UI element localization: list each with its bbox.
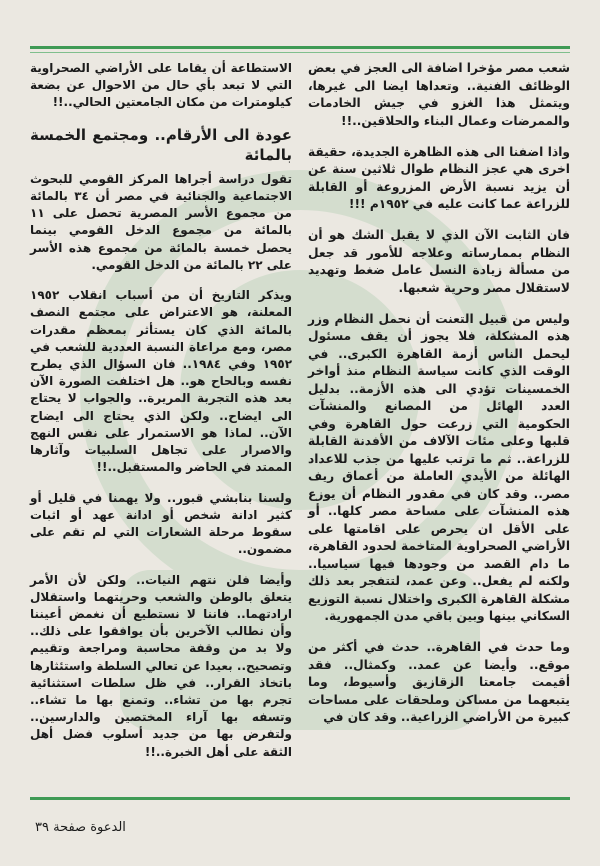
- top-rule: [30, 46, 570, 49]
- top-rule-thin: [30, 52, 570, 53]
- paragraph: ولسنا بنابشي قبور.. ولا يهمنا في قليل أو كثير ادانة شخص أو ادانة عهد أو اثبات سقوط مرحلة الشعارات التي لم تقم على مضمون..: [30, 490, 292, 557]
- paragraph: وأيضا فلن نتهم النيات.. ولكن لأن الأمر يتعلق بالوطن والشعب وحريتهما واستقلال ارادتهما.. فاننا لا نستطيع أن نغمض أعيننا وأن نطالب الآخرين بأن يوافقوا على ذلك.. ولا بد من وقفة محاسبة ومراجعة وتقييم وتصحيح.. بعيدا عن تعالي السلطة واستئثارها باتخاذ القرار.. في ظل سلطات استثنائية تجرم بها من تشاء.. وتمنع بها ما تشاء.. وتسفه بها آراء المختصين والدارسين.. ولتفرض بها من جديد أسلوب فضل أهل الثقة على أهل الخبرة..!!: [30, 572, 292, 759]
- section-heading: عودة الى الأرقام.. ومجتمع الخمسة بالمائة: [30, 125, 292, 164]
- bottom-rule: [30, 797, 570, 800]
- page-footer: الدعوة صفحة ٣٩: [35, 820, 126, 835]
- left-column: [30, 60, 292, 774]
- paragraph: وليس من قبيل التعنت أن نحمل النظام وزر هذه المشكلة، فلا يجوز أن يقف مسئول ليحمل الناس أزمة القاهرة الكبرى.. في الوقت الذي كانت سياسة النظام منذ أواخر الخمسينات تؤدي الى هذه الأزمة.. بدليل العدد الهائل من المصانع والمنشآت الحكومية التي زرعت حول القاهرة وفي قلبها وعلى مئات الآلاف من الأفدنة القابلة للزراعة.. ثم ما ترتب عليها من جذب للاعداد الهائلة من الأيدي العاملة من أعماق ريف مصر.. وقد كان في مقدور النظام أن يوزع هذه المنشآت على مساحة مصر كلها.. أو على الأقل ان يحرص على اقامتها على الأراضي الصحراوية المتاخمة لحدود القاهرة، ما دام القصد من وجودها فيها سياسيا.. ولكنه لم يفعل.. وعن عمد، لتتفجر بعد ذلك مشكلة القاهرة الكبرى واختلال نسبة التوزيع السكاني بينها وبين باقي مدن الجمهورية.: [308, 311, 570, 623]
- right-column: [308, 60, 570, 740]
- paragraph-continued: الاستطاعة أن يقاما على الأراضي الصحراوية التي لا تبعد بأي حال من الاحوال عن بضعة كيلومترات من مكان الجامعتين الحالي..!!: [30, 61, 292, 110]
- paragraph: وما حدث في القاهرة.. حدث في أكثر من موقع.. وأيضا عن عمد.. وكمثال.. فقد أقيمت جامعتا الزقازيق وأسيوط، وما يتبعهما من مساكن وملحقات على مساحات كبيرة من الأراضي الزراعية.. وقد كان في: [308, 640, 570, 724]
- paragraph: فان الثابت الآن الذي لا يقبل الشك هو أن النظام بممارساته وعلاجه للأمور قد جعل من مسألة زيادة النسل عامل ضغط وتهديد لاستقلال مصر وحرية شعبها.: [308, 228, 570, 295]
- paragraph: شعب مصر مؤخرا اضافة الى العجز في بعض الوظائف الفنية.. وتعداها ايضا الى غيرها، ويتمثل هذا الغزو في جيش الخادمات والممرضات وعمال البناء والحلاقين..!!: [308, 61, 570, 128]
- paragraph: ويذكر التاريخ أن من أسباب انقلاب ١٩٥٢ المعلنة، هو الاعتراض على مجتمع النصف بالمائة الذي كان يستأثر بمعظم مقدرات مصر، ومع مراعاة النسبة العددية للشعب في ١٩٥٢ وفي ١٩٨٤.. فان السؤال الذي يطرح نفسه وبالحاح هو.. هل اختلفت الصورة الآن بعد هذه التجربة المريرة.. والجواب لا يحتاج الى ايضاح.. ولكن الذي يحتاج الى ايضاح الآن.. لماذا هو الاستمرار على نفس النهج والاصرار على تجاهل السلبيات وآثارها الممتد في الحاضر والمستقبل..!!: [30, 288, 293, 475]
- paragraph: تقول دراسة أجراها المركز القومي للبحوث الاجتماعية والجنائية في مصر أن ٣٤ بالمائة من مجموع الأسر المصرية تحصل على ١١ بالمائة من مجموع الدخل القومي بينما يحصل خمسة بالمائة من مجموع هذه الأسر على ٢٢ بالمائة من الدخل القومي.: [30, 171, 292, 272]
- paragraph: واذا اضفنا الى هذه الظاهرة الجديدة، حقيقة اخرى هي عجز النظام طوال ثلاثين سنة عن أن يزيد نسبة الأرض المزروعة أو القابلة للزراعة عما كانت عليه في ١٩٥٢م !!!: [308, 144, 570, 211]
